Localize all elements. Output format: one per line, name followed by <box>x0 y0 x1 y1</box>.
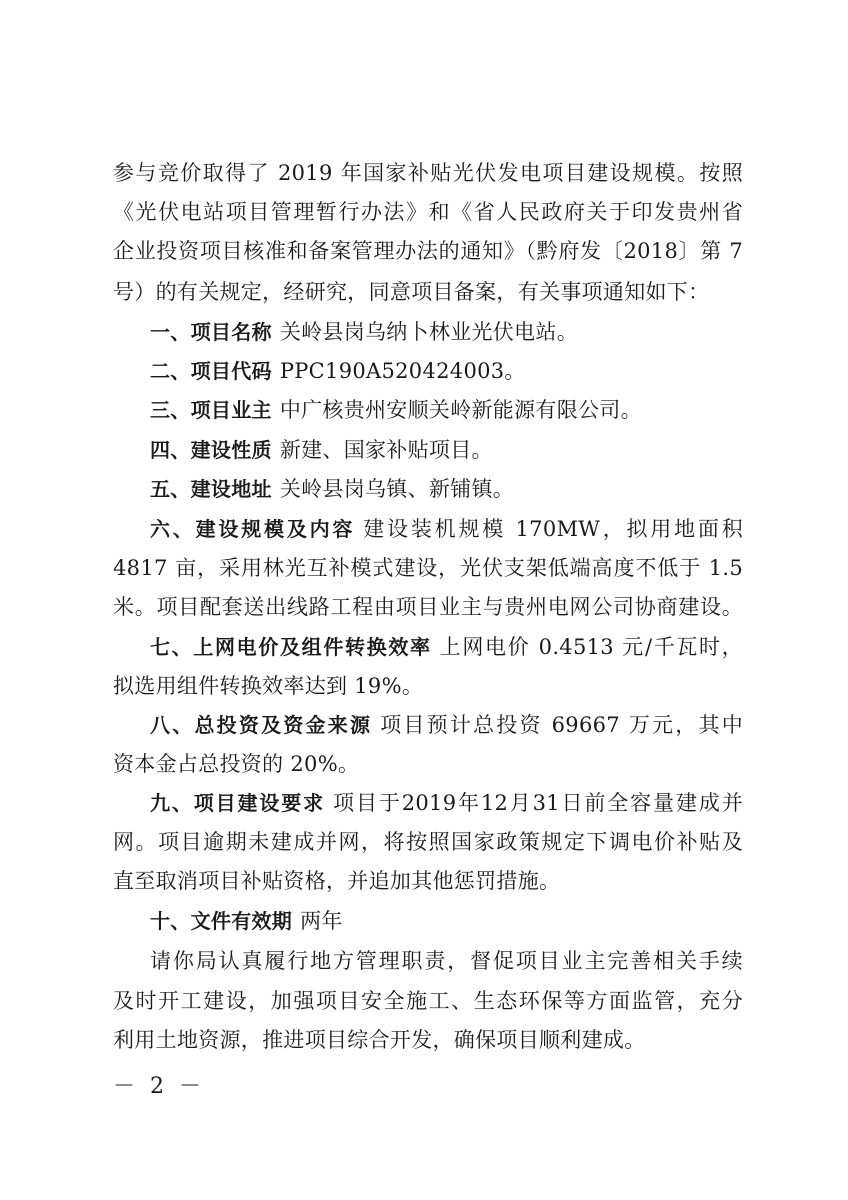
item-heading: 六、建设规模及内容 <box>150 517 356 541</box>
item-heading: 二、项目代码 <box>150 359 272 383</box>
item-text: 两年 <box>300 909 343 933</box>
item-heading: 九、项目建设要求 <box>150 791 326 815</box>
closing-line-3: 利用土地资源，推进项目综合开发，确保项目顺利建成。 <box>113 1028 646 1052</box>
item-heading: 一、项目名称 <box>150 320 272 344</box>
intro-line-4: 号）的有关规定，经研究，同意项目备案，有关事项通知如下： <box>113 280 710 304</box>
page-number: － 2 － <box>113 1074 205 1099</box>
item-text: 建设装机规模 170MW，拟用地面积 <box>363 517 744 541</box>
item-text: 项目于2019年12月31日前全容量建成并 <box>333 791 744 815</box>
intro-line-2: 《光伏电站项目管理暂行办法》和《省人民政府关于印发贵州省 <box>113 200 743 224</box>
item-text: 关岭县岗乌纳卜林业光伏电站。 <box>279 320 579 344</box>
item-scale-cont-2: 米。项目配套送出线路工程由项目业主与贵州电网公司协商建设。 <box>113 595 743 619</box>
item-project-owner <box>150 390 743 430</box>
closing-line-2: 及时开工建设，加强项目安全施工、生态环保等方面监管，充分 <box>113 989 743 1013</box>
item-heading: 三、项目业主 <box>150 398 272 422</box>
item-text: 关岭县岗乌镇、新铺镇。 <box>279 477 515 501</box>
intro-line-1: 参与竞价取得了 2019 年国家补贴光伏发电项目建设规模。按照 <box>113 161 743 185</box>
item-heading: 八、总投资及资金来源 <box>150 713 373 737</box>
item-heading: 五、建设地址 <box>150 477 272 501</box>
item-construction-nature <box>150 430 743 470</box>
item-requirement <box>150 783 743 823</box>
item-validity <box>150 901 743 941</box>
item-project-name <box>150 312 743 352</box>
item-heading: 十、文件有效期 <box>150 909 293 933</box>
item-text: 新建、国家补贴项目。 <box>279 438 493 462</box>
item-investment-cont-1: 资本金占总投资的 20%。 <box>113 752 360 776</box>
item-text: PPC190A520424003。 <box>279 359 526 383</box>
item-grid-price <box>150 627 743 667</box>
item-text: 项目预计总投资 69667 万元，其中 <box>380 713 744 737</box>
item-construction-site <box>150 469 743 509</box>
intro-line-3: 企业投资项目核准和备案管理办法的通知》（黔府发〔2018〕第 7 <box>113 239 743 263</box>
closing-line-1: 请你局认真履行地方管理职责，督促项目业主完善相关手续 <box>150 949 743 973</box>
item-heading: 四、建设性质 <box>150 438 272 462</box>
item-scale-cont-1: 4817 亩，采用林光互补模式建设，光伏支架低端高度不低于 1.5 <box>113 556 743 580</box>
item-requirement-cont-1: 网。项目逾期未建成并网，将按照国家政策规定下调电价补贴及 <box>113 830 743 854</box>
item-heading: 七、上网电价及组件转换效率 <box>150 635 432 659</box>
item-investment <box>150 705 743 745</box>
item-text: 上网电价 0.4513 元/千瓦时， <box>439 635 743 659</box>
item-price-cont-1: 拟选用组件转换效率达到 19%。 <box>113 674 424 698</box>
item-text: 中广核贵州安顺关岭新能源有限公司。 <box>279 398 642 422</box>
item-construction-scale <box>150 509 743 549</box>
item-project-code <box>150 351 743 391</box>
item-requirement-cont-2: 直至取消项目补贴资格，并追加其他惩罚措施。 <box>113 869 561 893</box>
